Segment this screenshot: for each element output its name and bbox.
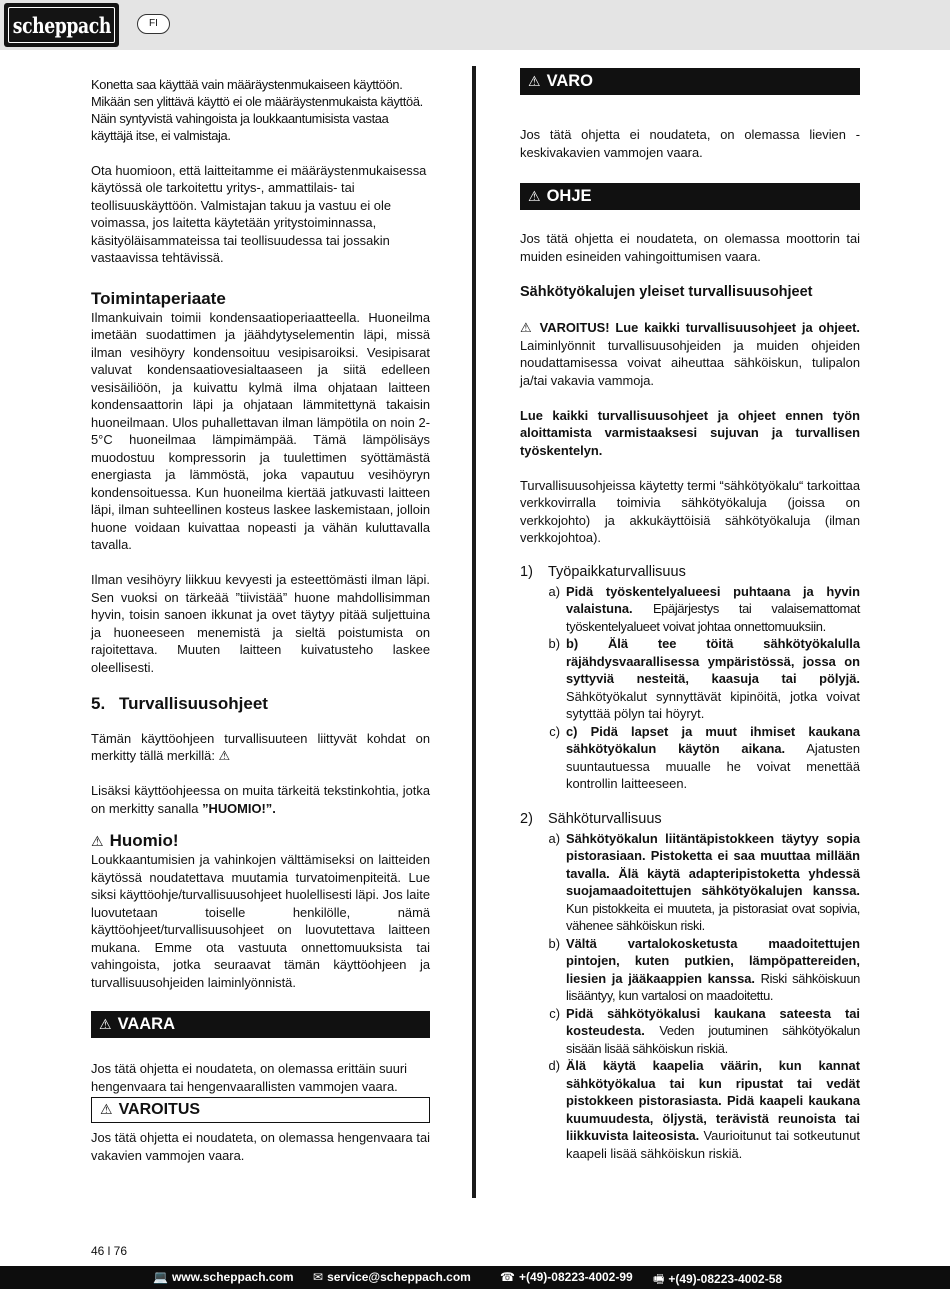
read-all-paragraph: Lue kaikki turvallisuusohjeet ja ohjeet ennen työn aloittamista varmistaaksesi sujuvan ja turvallisen työskentelyn. [520,407,860,458]
item-text: Veden joutuminen sähkötyökalun sisään lisää sähköiskun riskiä. [566,1023,860,1056]
warning-banner [91,1097,430,1123]
list-item [520,1005,860,1058]
item-text: Kun pistokkeita ei muuteta, ja pistorasiat ovat sopivia, vähenee sähköiskun riski. [566,900,860,933]
attention-heading-text: Huomio! [109,831,179,850]
fax-icon: 🖷 [653,1272,665,1286]
left-column [91,76,430,1182]
danger-label: VAARA [117,1015,176,1033]
item-bold: Pidä sähkötyökalusi kaukana sateesta tai kosteudesta. [566,1005,860,1038]
general-safety-heading: Sähkötyökalujen yleiset turvallisuusohjeet [520,284,813,300]
footer-website[interactable] [153,1270,294,1284]
item-letter: c) [549,723,560,739]
warning-triangle-icon: ⚠ [99,1016,112,1032]
item-letter: b) [548,935,560,951]
commercial-use-paragraph: Ota huomioon, että laitteitamme ei määräystenmukaisessa käytössä ole tarkoitettu yritys-, ammattilais- tai teollisuuskäyttöön. Valmistajan takuu ja vastuu ei ole voimassa, jos laitetta käytetään yritystoiminnassa, käsityöläisammateissa tai teollisuudessa tai jossakin vastaavissa tehtävissä. [91,162,427,265]
footer-bar [0,1266,950,1289]
item-bold: Älä käytä kaapelia väärin, kun kannat sähkötyökalua tai kun ripustat tai vedät pistokkeen pistorasiasta. Pidä kaapeli kaukana kuumuudesta, öljystä, terävistä reunoista tai liikkuvista laiteosista. [566,1058,860,1143]
list-item [520,1057,860,1162]
list-item [520,635,860,723]
caution-banner [520,68,860,95]
attention-word: ”HUOMIO!”. [202,800,276,816]
electrical-safety-heading [520,810,860,828]
read-warning-text: Laiminlyönnit turvallisuusohjeiden ja muiden ohjeiden noudattamisessa voivat aiheuttaa sähköiskun, tulipalon ja/tai vakavia vammoja. [520,337,860,388]
phone-text: +(49)-08223-4002-99 [518,1270,633,1284]
warning-triangle-icon: ⚠ [520,320,534,335]
item-letter: d) [548,1058,560,1073]
operating-principle-paragraph: Ilmankuivain toimii kondensaatioperiaatteella. Huoneilma imetään suodattimen ja jäähdytyselementin läpi, missä ilman vesihöyry kondensoituu vesipisaroiksi. Vesipisarat valuvat kondensaatiovesialtaaseen ja siitä edelleen vesisäiliöön, ja kuivattu kylmä ilma ohjataan laitteen kondensaattorin läpi ja ohjataan lämmitettynä takaisin huoneilmaan. Ulos puhallettavan ilman lämpötila on noin 2-5°C huoneilmaa lämpimämpää. Tämä lämpölisäys muodostuu kompressorin ja tuulettimen syöttämästä energiasta ja lämmöstä, joka vapautuu vesihöyryn kondensoituessa. Kun huoneilma kiertää jatkuvasti laitteen läpi, ilman suhteellinen kosteus laskee laskemistaan, jolloin huone voidaan kuivattaa nopeasti ja vähän kuluttavalla tavalla. [91,309,430,552]
list-item [520,830,860,935]
read-warning-paragraph [520,319,860,389]
warning-description: Jos tätä ohjetta ei noudateta, on olemassa hengenvaara tai vakavien vammojen vaara. [91,1130,430,1163]
footer-email[interactable] [313,1270,471,1284]
list-item [520,723,860,793]
brand-name: scheppach [12,12,111,38]
language-badge: FI [137,14,170,34]
item-text: Ajatusten suuntautuessa muualle he voivat menettää kontrollin laitteeseen. [566,741,861,791]
safety-marker-paragraph [91,730,430,765]
right-column [520,68,860,1162]
read-warning-bold: VAROITUS! Lue kaikki turvallisuusohjeet ja ohjeet. [539,320,860,335]
email-text: service@scheppach.com [327,1270,471,1284]
warning-triangle-icon: ⚠ [528,73,541,89]
subsection-number: 2) [520,810,533,827]
danger-description: Jos tätä ohjetta ei noudateta, on olemassa erittäin suuri hengenvaara tai hengenvaarallisten vammojen vaara. [91,1061,408,1094]
operating-principle-heading: Toimintaperiaate [91,288,226,308]
monitor-icon: 💻 [153,1270,168,1284]
item-letter: a) [548,830,560,846]
attention-note-paragraph [91,782,430,817]
note-banner [520,183,860,210]
safety-section-heading [91,694,430,714]
list-item [520,935,860,1005]
note-description: Jos tätä ohjetta ei noudateta, on olemassa moottorin tai muiden esineiden vahingoittumisen vaara. [520,231,860,264]
header-bar [0,0,950,50]
mail-icon: ✉ [313,1270,324,1284]
caution-label: VARO [546,72,594,90]
item-bold: Pidä työskentelyalueesi puhtaana ja hyvin valaistuna. [566,583,860,616]
item-bold: Sähkötyökalun liitäntäpistokkeen täytyy sopia pistorasiaan. Pistoketta ei saa muuttaa millään tavalla. Älä käytä adapteripistoketta yhdessä suojamaadoitettujen sähkötyökalujen kanssa. [566,830,860,898]
attention-paragraph: Loukkaantumisien ja vahinkojen välttämiseksi on laitteiden käytössä noudatettava muutamia turvatoimenpiteitä. Lue siksi käyttöohje/turvallisuusohjeet huolellisesti läpi. Jos laite luovutetaan toiselle henkilölle, nämä käyttöohjeet/turvallisuusohjeet on luovutettava laitteen mukana. Emme ota vastuuta onnettomuuksista tai vahingoista, jotka seuraavat tämän käyttöohjeen ja turvallisuusohjeiden laiminlyönnistä. [91,852,430,990]
item-bold: Vältä vartalokosketusta maadoitettujen pintojen, kuten putkien, lämpöpattereiden, liesien ja jääkaappien kanssa. [566,935,860,986]
workplace-safety-list [520,583,860,793]
item-text: Riski sähköiskuun lisääntyy, kun vartalosi on maadoitettu. [566,970,860,1003]
electrical-safety-list [520,830,860,1163]
fax-text: +(49)-08223-4002-58 [668,1272,783,1286]
item-text: Epäjärjestys tai valaisemattomat työskentelyalueet voivat johtaa onnettomuuksiin. [566,601,860,634]
brand-logo [4,3,119,47]
subsection-number: 1) [520,563,533,580]
subsection-title: Työpaikkaturvallisuus [548,563,686,580]
warning-triangle-icon: ⚠ [91,833,104,849]
warning-label: VAROITUS [118,1101,201,1118]
item-bold: c) Pidä lapset ja muut ihmiset kaukana sähkötyökalun käytön aikana. [566,723,860,756]
footer-fax [653,1270,782,1289]
note-label: OHJE [546,187,592,205]
item-letter: b) [548,636,560,651]
footer-phone [500,1270,633,1284]
warning-triangle-icon: ⚠ [218,748,231,763]
item-bold: b) Älä tee töitä sähkötyökalulla räjähdysvaarallisessa ympäristössä, jossa on syttyviä nesteitä, kaasuja tai pölyjä. [566,636,860,686]
danger-banner [91,1011,430,1038]
safety-marker-text: Tämän käyttöohjeen turvallisuuteen liittyvät kohdat on merkitty tällä merkillä: [91,730,430,763]
section-title: Turvallisuusohjeet [119,693,268,713]
air-vapour-paragraph: Ilman vesihöyry liikkuu kevyesti ja esteettömästi ilman läpi. Sen vuoksi on tärkeää ”tiivistää” huone mahdollisimman hyvin, toisin sanoen ikkunat ja ovet täytyy pitää suljettuina ja huoneeseen menemistä ja sieltä poistumista on rajoitettava. Muuten laitteen kuivatusteho laskee oleellisesti. [91,572,430,675]
item-text: Vaurioitunut tai sotkeutunut kaapeli lisää sähköiskun riskiä. [566,1128,860,1161]
item-letter: a) [548,583,560,599]
page-number: 46 l 76 [91,1244,128,1258]
subsection-title: Sähköturvallisuus [548,810,662,827]
item-text: Sähkötyökalut synnyttävät kipinöitä, jotka voivat sytyttää pölyn tai höyryt. [566,688,860,721]
section-number: 5. [91,693,106,713]
column-divider [472,66,476,1198]
caution-description: Jos tätä ohjetta ei noudateta, on olemassa lievien - keskivakavien vammojen vaara. [520,127,860,160]
attention-heading [91,831,430,851]
website-text: www.scheppach.com [171,1270,294,1284]
phone-icon: ☎ [500,1270,515,1284]
item-letter: c) [549,1005,560,1021]
intended-use-paragraph: Konetta saa käyttää vain määräystenmukaiseen käyttöön. Mikään sen ylittävä käyttö ei ole määräystenmukaista käyttöä. Näin syntyvistä vahingoista ja loukkaantumisista vastaa käyttäjä itse, ei valmistaja. [91,77,423,143]
warning-triangle-icon: ⚠ [100,1101,113,1117]
term-definition-paragraph: Turvallisuusohjeissa käytetty termi “sähkötyökalu“ tarkoittaa verkkovirralla toimivia sähkötyökaluja (joissa on verkkojohto) ja akkukäyttöisiä sähkötyökaluja (ilman verkkojohtoa). [520,477,860,545]
attention-note-text: Lisäksi käyttöohjeessa on muita tärkeitä tekstinkohtia, jotka on merkitty sanalla [91,783,430,816]
warning-triangle-icon: ⚠ [528,188,541,204]
workplace-safety-heading [520,563,860,581]
list-item [520,583,860,636]
